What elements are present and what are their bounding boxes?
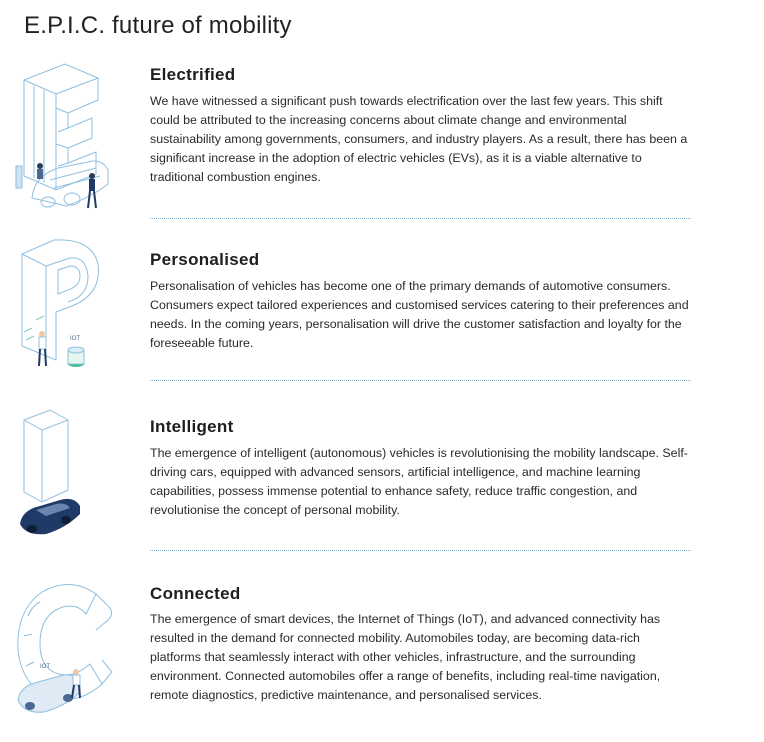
intelligent-illustration bbox=[10, 406, 125, 542]
connected-illustration bbox=[10, 576, 125, 724]
section-body: The emergence of smart devices, the Internet of Things (IoT), and advanced connectivity has resulted in the demand for connected mobility. Automobiles today, are becoming data-rich platforms that seamlessly interact with other vehicles, infrastructure, and the surrounding environment. Connected automobiles offer a range of benefits, including real-time navigation, remote diagnostics, predictive maintenance, and personalised services. bbox=[150, 612, 661, 702]
electrified-illustration bbox=[10, 58, 125, 216]
iot-label: IOT bbox=[40, 664, 50, 670]
personalised-illustration bbox=[10, 236, 125, 378]
section-heading: Intelligent bbox=[150, 417, 234, 436]
section-divider bbox=[150, 550, 691, 551]
section-divider bbox=[150, 218, 691, 219]
letter-e-ev-charging-icon bbox=[10, 58, 125, 216]
section-body: The emergence of intelligent (autonomous) vehicles is revolutionising the mobility landscape. Self-driving cars, equipped with advanced sensors, artificial intelligence, and machine learning capabilities, possess immense potential to enhance safety, reduce traffic congestion, and revolutionise the concept of personal mobility. bbox=[150, 446, 688, 517]
section-body: We have witnessed a significant push towards electrification over the last few years. This shift could be attributed to the increasing concerns about climate change and environmental sustainability among governments, consumers, and industry players. As a result, there has been a significant increase in the adoption of electric vehicles (EVs), as it is a viable alternative to traditional combustion engines. bbox=[150, 94, 688, 184]
section-divider bbox=[150, 380, 691, 381]
letter-i-autonomous-car-icon bbox=[10, 406, 125, 542]
letter-c-connected-car-icon bbox=[10, 576, 125, 724]
section-body: Personalisation of vehicles has become one of the primary demands of automotive consumers. Consumers expect tailored experiences and customised services catering to their preferences and needs. In the coming years, personalisation will drive the customer satisfaction and loyalty for the foreseeable future. bbox=[150, 279, 689, 350]
page-title: E.P.I.C. future of mobility bbox=[24, 12, 292, 39]
section-heading: Electrified bbox=[150, 65, 236, 84]
section-heading: Connected bbox=[150, 584, 241, 603]
letter-p-personalisation-icon bbox=[10, 236, 125, 378]
iot-label: IOT bbox=[70, 336, 80, 342]
section-heading: Personalised bbox=[150, 250, 260, 269]
